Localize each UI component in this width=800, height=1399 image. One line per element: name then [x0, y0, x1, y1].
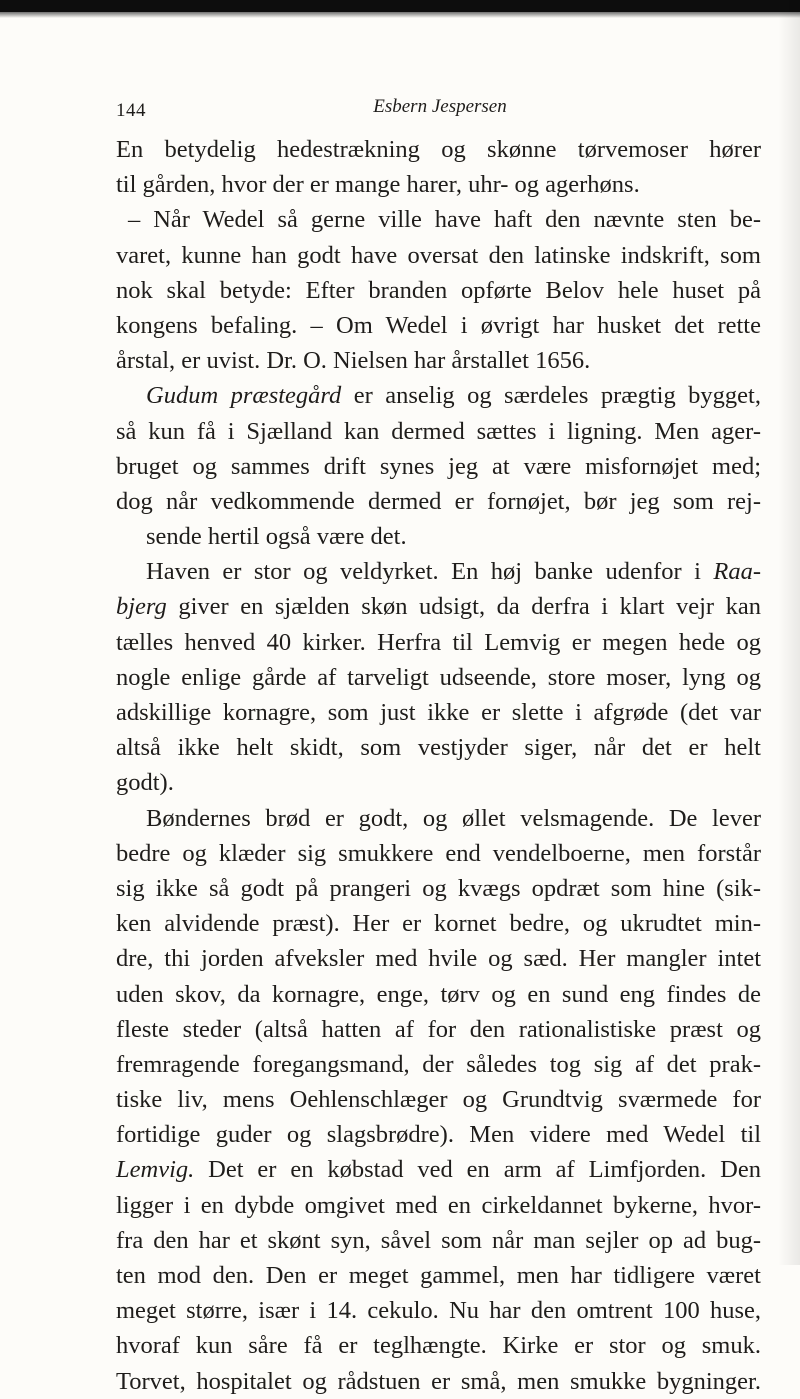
text-segment: til gården, hvor der er mange harer, uhr- og agerhøns. [116, 171, 640, 199]
text-line [116, 941, 761, 976]
text-segment: årstal, er uvist. Dr. O. Nielsen har årstallet 1656. [116, 347, 591, 375]
text-segment: giver en sjælden skøn udsigt, da derfra i klart vejr kan [166, 593, 761, 621]
text-line [116, 484, 761, 519]
italic-text: bjerg [116, 593, 167, 621]
text-line [116, 378, 761, 413]
text-line [116, 1258, 761, 1293]
text-segment: altså ikke helt skidt, som vestjyder siger, når det er helt [116, 734, 761, 762]
text-line [116, 801, 761, 836]
text-segment: tælles henved 40 kirker. Herfra til Lemvig er megen hede og [116, 628, 761, 656]
text-segment: dre, thi jorden afveksler med hvile og sæd. Her mangler intet [116, 945, 761, 973]
text-segment: sig ikke så godt på prangeri og kvægs opdræt som hine (sik- [116, 874, 761, 902]
text-line [116, 273, 761, 308]
text-line [116, 449, 761, 484]
text-line [116, 1117, 761, 1152]
text-line [116, 167, 761, 202]
text-segment: Torvet, hospitalet og rådstuen er små, men smukke bygninger. [116, 1367, 761, 1395]
text-segment: godt). [116, 769, 174, 797]
text-line [116, 1082, 761, 1117]
text-segment: ken alvidende præst). Her er kornet bedre, og ukrudtet min- [116, 910, 761, 938]
text-segment: uden skov, da kornagre, enge, tørv og en sund eng findes de [116, 980, 761, 1008]
text-segment: Det er en købstad ved en arm af Limfjorden. Den [194, 1156, 761, 1184]
text-line [116, 977, 761, 1012]
text-line [116, 660, 761, 695]
text-line [116, 238, 761, 273]
text-line [116, 1364, 761, 1399]
text-line [116, 871, 761, 906]
text-line [116, 202, 761, 237]
text-line [116, 308, 761, 343]
page-right-shadow [778, 0, 800, 1265]
text-line [116, 519, 761, 554]
text-line [116, 1047, 761, 1082]
text-segment: kongens befaling. – Om Wedel i øvrigt har husket det rette [116, 311, 761, 339]
text-line [116, 554, 761, 589]
text-segment: Haven er stor og veldyrket. En høj banke udenfor i [146, 558, 714, 586]
text-segment: fortidige guder og slagsbrødre). Men videre med Wedel til [116, 1121, 761, 1149]
text-line [116, 1293, 761, 1328]
text-line [116, 1223, 761, 1258]
page-top-shadow [0, 12, 800, 18]
text-segment: dog når vedkommende dermed er fornøjet, bør jeg som rej- [116, 487, 761, 515]
page-number: 144 [116, 100, 146, 121]
text-line [116, 1152, 761, 1187]
text-line [116, 589, 761, 624]
text-line [116, 1188, 761, 1223]
text-line [116, 765, 761, 800]
text-segment: ligger i en dybde omgivet med en cirkeldannet bykerne, hvor- [116, 1191, 761, 1219]
text-segment: fleste steder (altså hatten af for den rationalistiske præst og [116, 1015, 761, 1043]
text-line [116, 695, 761, 730]
text-segment: bruget og sammes drift synes jeg at være misfornøjet med; [116, 452, 761, 480]
italic-text: Gudum præstegård [146, 382, 342, 410]
text-line [116, 625, 761, 660]
text-line [116, 836, 761, 871]
text-segment: nogle enlige gårde af tarveligt udseende, store moser, lyng og [116, 663, 761, 691]
text-segment: så kun få i Sjælland kan dermed sættes i ligning. Men ager- [116, 417, 761, 445]
text-segment: fra den har et skønt syn, såvel som når man sejler op ad bug- [116, 1226, 761, 1254]
text-line [116, 730, 761, 765]
text-segment: fremragende foregangsmand, der således tog sig af det prak- [116, 1050, 761, 1078]
text-line [116, 1328, 761, 1363]
body-text [116, 132, 761, 1399]
italic-text: Lemvig. [116, 1156, 195, 1184]
text-line [116, 343, 761, 378]
text-line [116, 132, 761, 167]
text-segment: er anselig og særdeles prægtig bygget, [341, 382, 761, 410]
page-top-edge [0, 0, 800, 12]
text-line [116, 1012, 761, 1047]
text-segment: – Når Wedel så gerne ville have haft den nævnte sten be- [128, 206, 761, 234]
text-segment: Bøndernes brød er godt, og øllet velsmagende. De lever [146, 804, 761, 832]
text-segment: varet, kunne han godt have oversat den latinske indskrift, som [116, 241, 761, 269]
text-segment: adskillige kornagre, som just ikke er slette i afgrøde (det var [116, 699, 761, 726]
text-line [116, 906, 761, 941]
text-segment: ten mod den. Den er meget gammel, men har tidligere været [116, 1262, 761, 1289]
text-segment: En betydelig hedestrækning og skønne tørvemoser hører [116, 136, 761, 163]
text-segment: sende hertil også være det. [146, 523, 407, 551]
text-segment: tiske liv, mens Oehlenschlæger og Grundtvig sværmede for [116, 1086, 761, 1114]
text-segment: nok skal betyde: Efter branden opførte Belov hele huset på [116, 276, 761, 304]
text-segment: bedre og klæder sig smukkere end vendelboerne, men forstår [116, 839, 761, 867]
running-head: Esbern Jespersen [373, 96, 507, 117]
text-segment: meget større, især i 14. cekulo. Nu har den omtrent 100 huse, [116, 1297, 761, 1325]
text-line [116, 414, 761, 449]
italic-text: Raa- [713, 558, 761, 586]
text-segment: hvoraf kun såre få er teglhængte. Kirke er stor og smuk. [116, 1332, 761, 1360]
